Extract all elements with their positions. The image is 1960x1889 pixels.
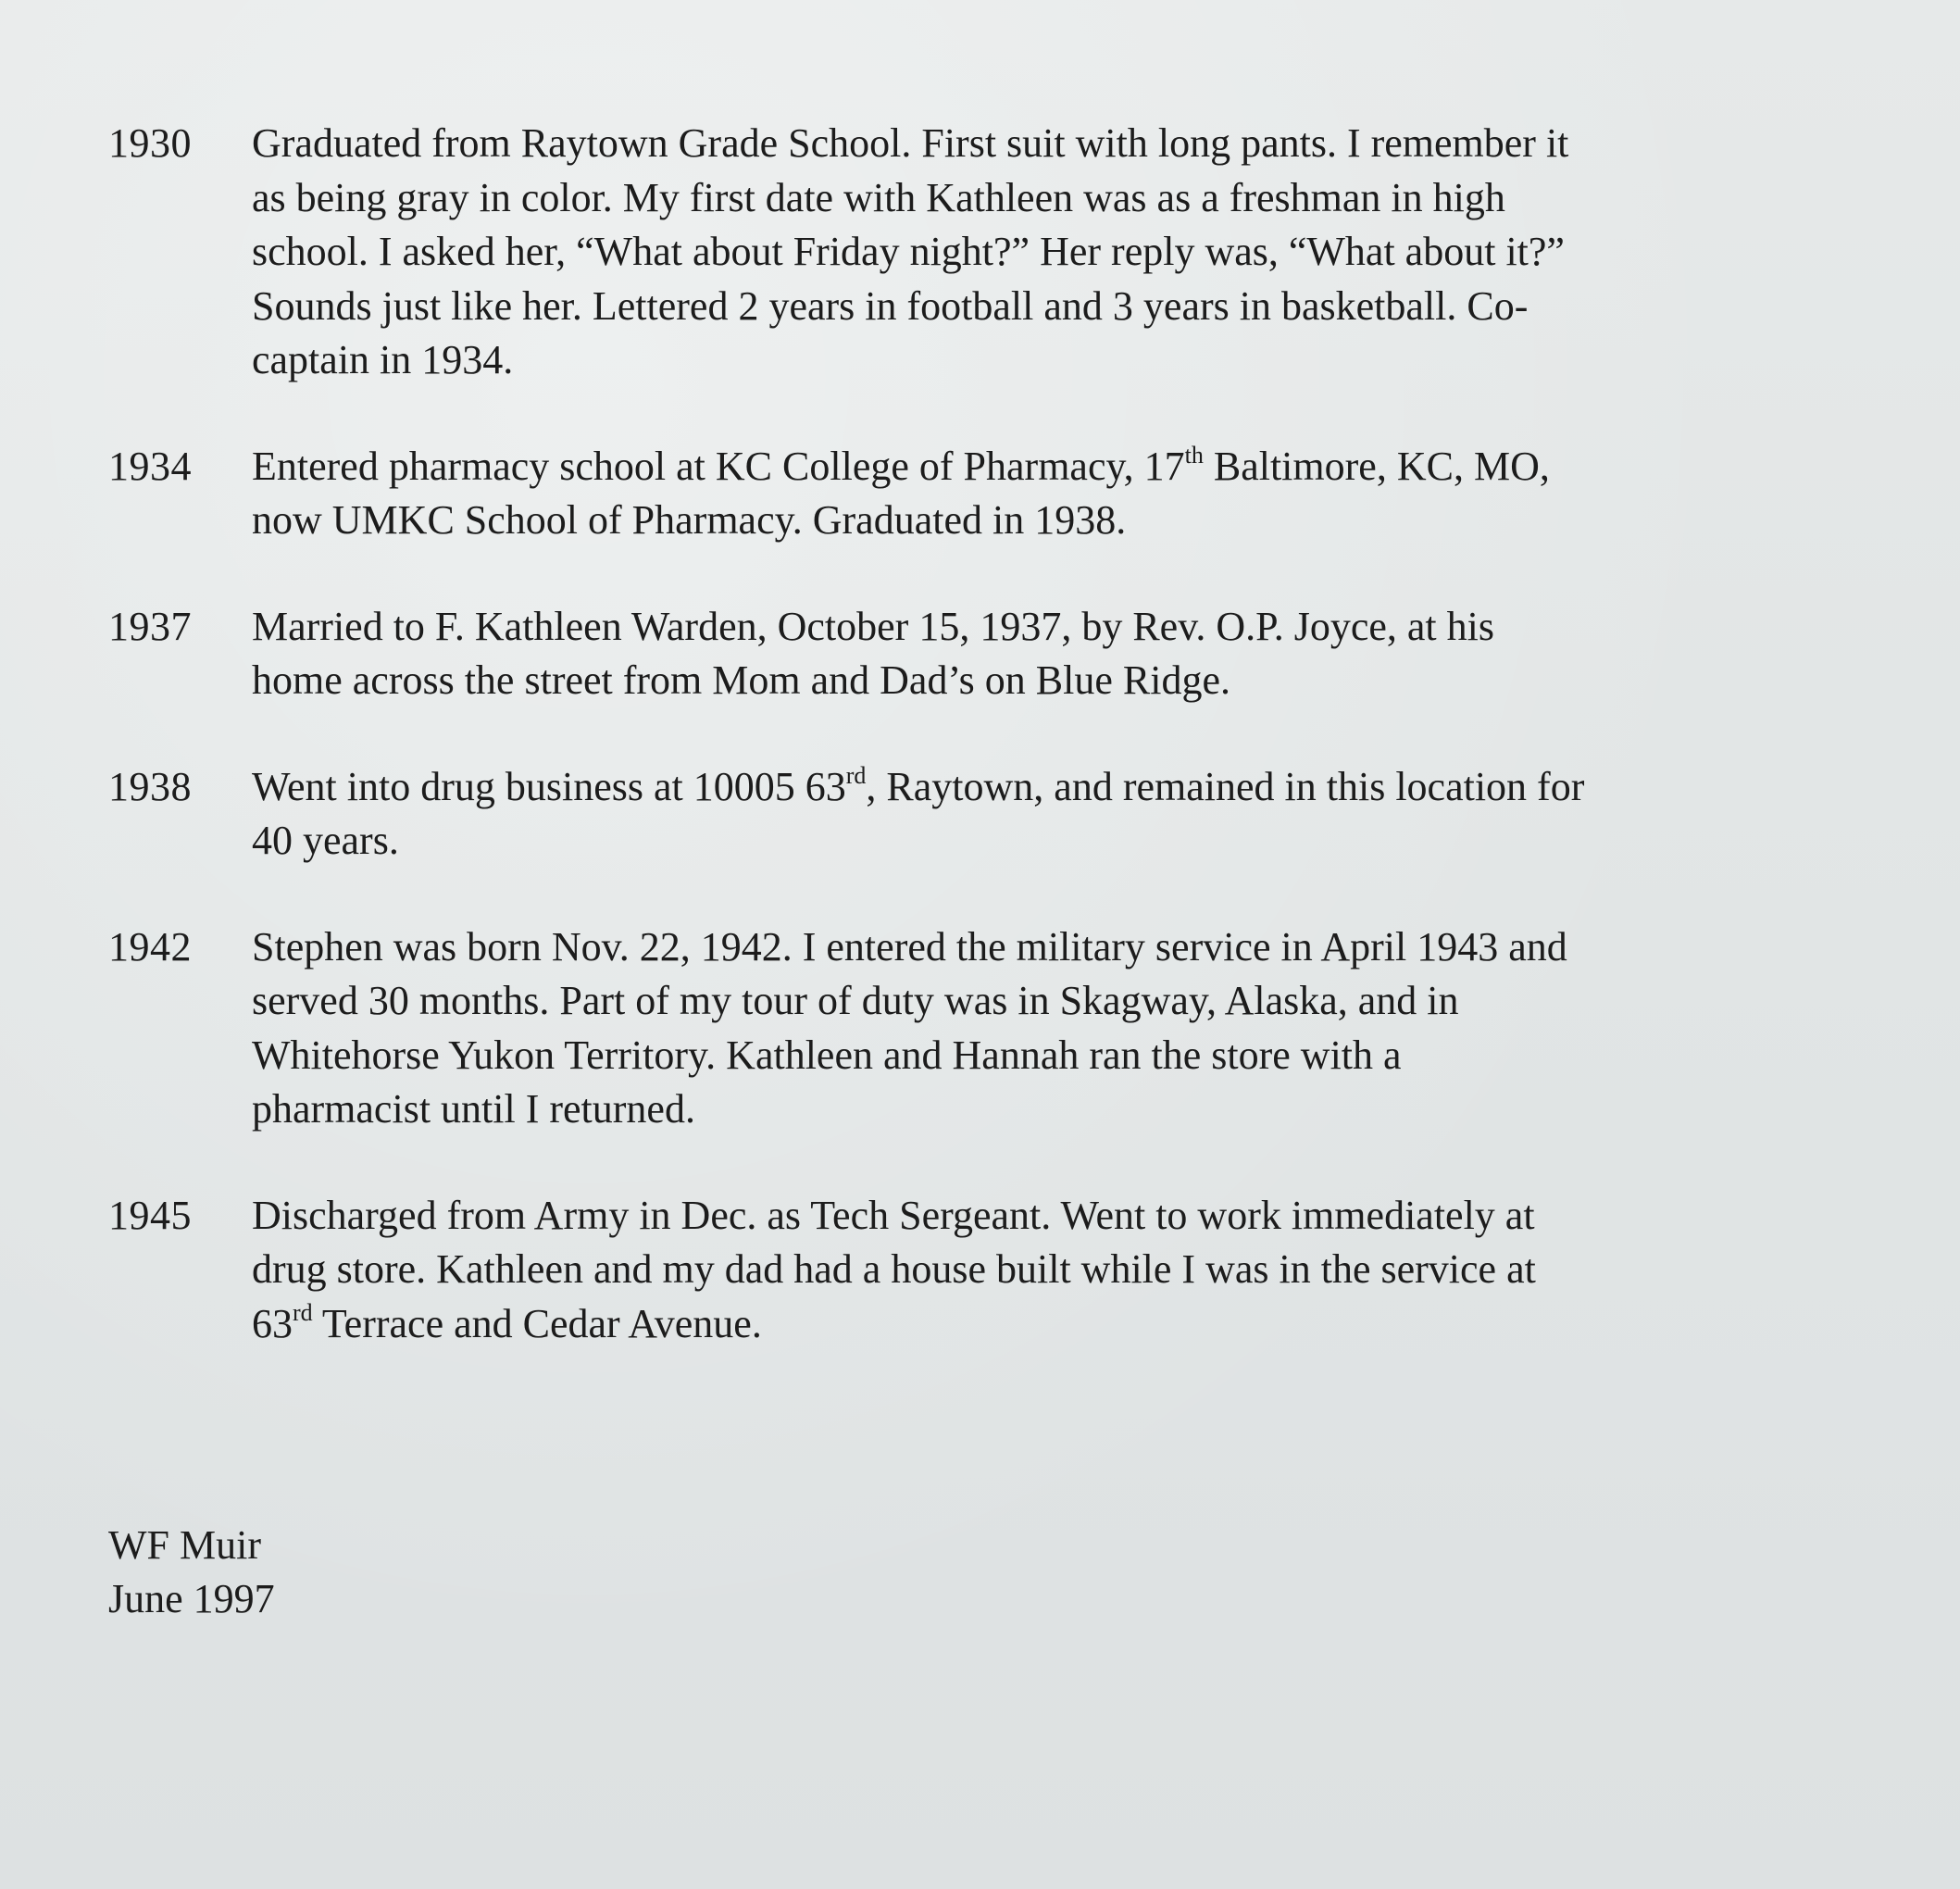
entry-text-segment: Baltimore, KC, MO, <box>1203 443 1550 489</box>
entry-text-line: drug store. Kathleen and my dad had a house built while I was in the service at <box>252 1246 1536 1292</box>
entry-text-segment: Terrace and Cedar Avenue. <box>312 1300 762 1346</box>
timeline-entry-1945 <box>108 1189 1867 1352</box>
entry-text <box>252 760 1854 869</box>
entry-text <box>252 920 1854 1137</box>
signature-block <box>108 1519 275 1626</box>
entry-text-line <box>252 760 1854 815</box>
entry-year: 1937 <box>108 603 192 649</box>
entry-text-line: 40 years. <box>252 818 399 863</box>
entry-text-line: Sounds just like her. Lettered 2 years in football and 3 years in basketball. Co- <box>252 282 1529 329</box>
timeline-entry-1938 <box>108 760 1867 869</box>
entry-text-line: school. I asked her, “What about Friday night?” Her reply was, “What about it?” <box>252 229 1565 274</box>
ordinal-suffix: rd <box>845 761 867 789</box>
entry-text-line: Graduated from Raytown Grade School. First suit with long pants. I remember it <box>252 120 1569 166</box>
entry-text-line: Stephen was born Nov. 22, 1942. I entered the military service in April 1943 and <box>252 923 1567 970</box>
entry-text-segment: , Raytown, and remained in this location for <box>866 763 1585 809</box>
entry-text <box>252 117 1854 388</box>
entry-text-segment: 63 <box>252 1300 293 1346</box>
entry-text-line: Whitehorse Yukon Territory. Kathleen and Hannah ran the store with a <box>252 1032 1402 1078</box>
author-name: WF Muir <box>108 1522 261 1568</box>
signature-date: June 1997 <box>108 1576 275 1621</box>
entry-text <box>252 440 1854 548</box>
entry-year: 1942 <box>108 923 192 970</box>
entry-year: 1938 <box>108 763 192 809</box>
timeline-entry-1930 <box>108 117 1867 388</box>
ordinal-suffix: th <box>1184 441 1204 469</box>
entry-year: 1930 <box>108 120 192 166</box>
timeline-entries <box>108 117 1867 1403</box>
ordinal-suffix: rd <box>293 1298 313 1326</box>
entry-text-line: captain in 1934. <box>252 337 514 382</box>
timeline-entry-1942 <box>108 920 1867 1137</box>
entry-text-line: as being gray in color. My first date with Kathleen was as a freshman in high <box>252 174 1505 220</box>
entry-text <box>252 600 1854 708</box>
entry-text-line: Married to F. Kathleen Warden, October 15, 1937, by Rev. O.P. Joyce, at his <box>252 603 1494 649</box>
entry-year: 1934 <box>108 443 192 489</box>
timeline-entry-1934 <box>108 440 1867 548</box>
entry-text-line <box>252 1297 1854 1352</box>
entry-text-line: Discharged from Army in Dec. as Tech Sergeant. Went to work immediately at <box>252 1192 1535 1238</box>
entry-text-line <box>252 440 1854 494</box>
entry-text-line: pharmacist until I returned. <box>252 1086 695 1132</box>
entry-text-segment: Went into drug business at 10005 63 <box>252 763 846 809</box>
entry-text-line: now UMKC School of Pharmacy. Graduated in 1938. <box>252 497 1127 543</box>
entry-text-line: served 30 months. Part of my tour of duty was in Skagway, Alaska, and in <box>252 978 1459 1023</box>
entry-year: 1945 <box>108 1192 192 1238</box>
entry-text-line: home across the street from Mom and Dad’s on Blue Ridge. <box>252 657 1231 703</box>
timeline-entry-1937 <box>108 600 1867 708</box>
entry-text <box>252 1189 1854 1352</box>
entry-text-segment: Entered pharmacy school at KC College of Pharmacy, 17 <box>252 443 1185 489</box>
